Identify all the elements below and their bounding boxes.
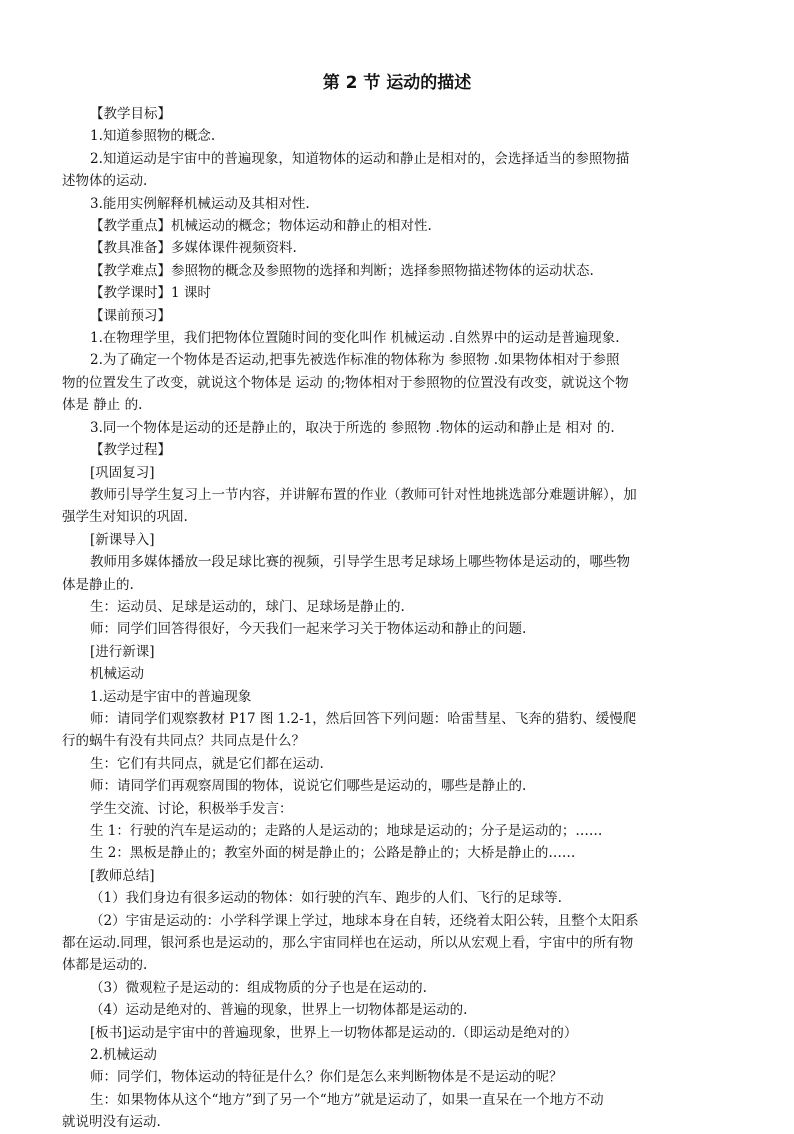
text-line: 机械运动 (90, 666, 144, 683)
text-line: 体是 静止 的. (62, 397, 143, 414)
text-line: （4）运动是绝对的、普遍的现象，世界上一切物体都是运动的. (90, 1002, 468, 1019)
text-line: 生 2：黑板是静止的；教室外面的树是静止的；公路是静止的；大桥是静止的…… (90, 845, 576, 862)
text-line: 生：运动员、足球是运动的，球门、足球场是静止的. (90, 598, 405, 615)
text-line: 师：请同学们观察教材 P17 图 1.2-1，然后回答下列问题：哈雷彗星、飞奔的猎豹、缓慢爬 (90, 710, 637, 727)
text-line: 学生交流、讨论，积极举手发言： (90, 800, 293, 817)
text-line: 2.机械运动 (90, 1047, 157, 1064)
text-line: 【教学目标】 (90, 106, 171, 122)
text-line: 【教具准备】多媒体课件视频资料. (90, 240, 297, 257)
text-line: 师：同学们回答得很好，今天我们一起来学习关于物体运动和静止的问题. (90, 621, 527, 638)
text-line: 生：如果物体从这个“地方”到了另一个“地方”就是运动了，如果一直呆在一个地方不动 (90, 1091, 604, 1108)
text-line: （1）我们身边有很多运动的物体：如行驶的汽车、跑步的人们、飞行的足球等. (90, 890, 562, 907)
text-line: 1.运动是宇宙中的普遍现象 (90, 688, 252, 705)
text-line: 3.同一个物体是运动的还是静止的，取决于所选的 参照物 .物体的运动和静止是 相对 的. (90, 419, 615, 436)
text-line: 3.能用实例解释机械运动及其相对性. (90, 195, 310, 212)
document-body (62, 103, 735, 1134)
text-line: 师：同学们，物体运动的特征是什么？你们是怎么来判断物体是不是运动的呢？ (90, 1069, 563, 1086)
text-line: 生：它们有共同点，就是它们都在运动. (90, 755, 324, 772)
text-line: 教师用多媒体播放一段足球比赛的视频，引导学生思考足球场上哪些物体是运动的，哪些物 (90, 554, 630, 571)
text-line: [板书]运动是宇宙中的普遍现象，世界上一切物体都是运动的.（即运动是绝对的） (90, 1024, 578, 1041)
page-title: 第 2 节 运动的描述 (322, 73, 472, 93)
text-line: [巩固复习] (90, 464, 155, 481)
text-line: 体是静止的. (62, 576, 134, 593)
text-line: 【课前预习】 (90, 307, 171, 324)
text-line: 【教学课时】1 课时 (90, 285, 211, 302)
text-line: 【教学过程】 (90, 442, 171, 459)
text-line: 教师引导学生复习上一节内容，并讲解布置的作业（教师可针对性地挑选部分难题讲解），加 (90, 486, 637, 503)
text-line: 师：请同学们再观察周围的物体，说说它们哪些是运动的，哪些是静止的. (90, 778, 527, 795)
text-line: 都在运动.同理，银河系也是运动的，那么宇宙同样也在运动，所以从宏观上看，宇宙中的所有物 (62, 935, 634, 952)
text-line: 就说明没有运动. (62, 1114, 161, 1131)
text-line: [新课导入] (90, 531, 155, 548)
text-line: 2.知道运动是宇宙中的普遍现象，知道物体的运动和静止是相对的，会选择适当的参照物描 (90, 150, 630, 167)
text-line: 述物体的运动. (62, 173, 148, 190)
text-line: 2.为了确定一个物体是否运动,把事先被选作标准的物体称为 参照物 .如果物体相对于参照 (90, 352, 620, 369)
text-line: 【教学难点】参照物的概念及参照物的选择和判断；选择参照物描述物体的运动状态. (90, 262, 594, 279)
text-line: [教师总结] (90, 867, 155, 884)
text-line: 1.在物理学里，我们把物体位置随时间的变化叫作 机械运动 .自然界中的运动是普遍现象. (90, 330, 620, 347)
text-line: （3）微观粒子是运动的：组成物质的分子也是在运动的. (90, 979, 427, 996)
text-line: （2）宇宙是运动的：小学科学课上学过，地球本身在自转，还绕着太阳公转，且整个太阳系 (90, 912, 639, 929)
text-line: 行的蜗牛有没有共同点？共同点是什么？ (62, 733, 305, 750)
text-line: 1.知道参照物的概念. (90, 128, 216, 145)
text-line: 生 1：行驶的汽车是运动的；走路的人是运动的；地球是运动的；分子是运动的；…… (90, 823, 603, 839)
text-line: 物的位置发生了改变，就说这个物体是 运动 的;物体相对于参照物的位置没有改变，就说这个物 (62, 374, 629, 391)
text-line: 【教学重点】机械运动的概念；物体运动和静止的相对性. (90, 218, 432, 235)
text-line: [进行新课] (90, 643, 155, 660)
text-line: 强学生对知识的巩固. (62, 509, 188, 526)
text-line: 体都是运动的. (62, 957, 148, 974)
